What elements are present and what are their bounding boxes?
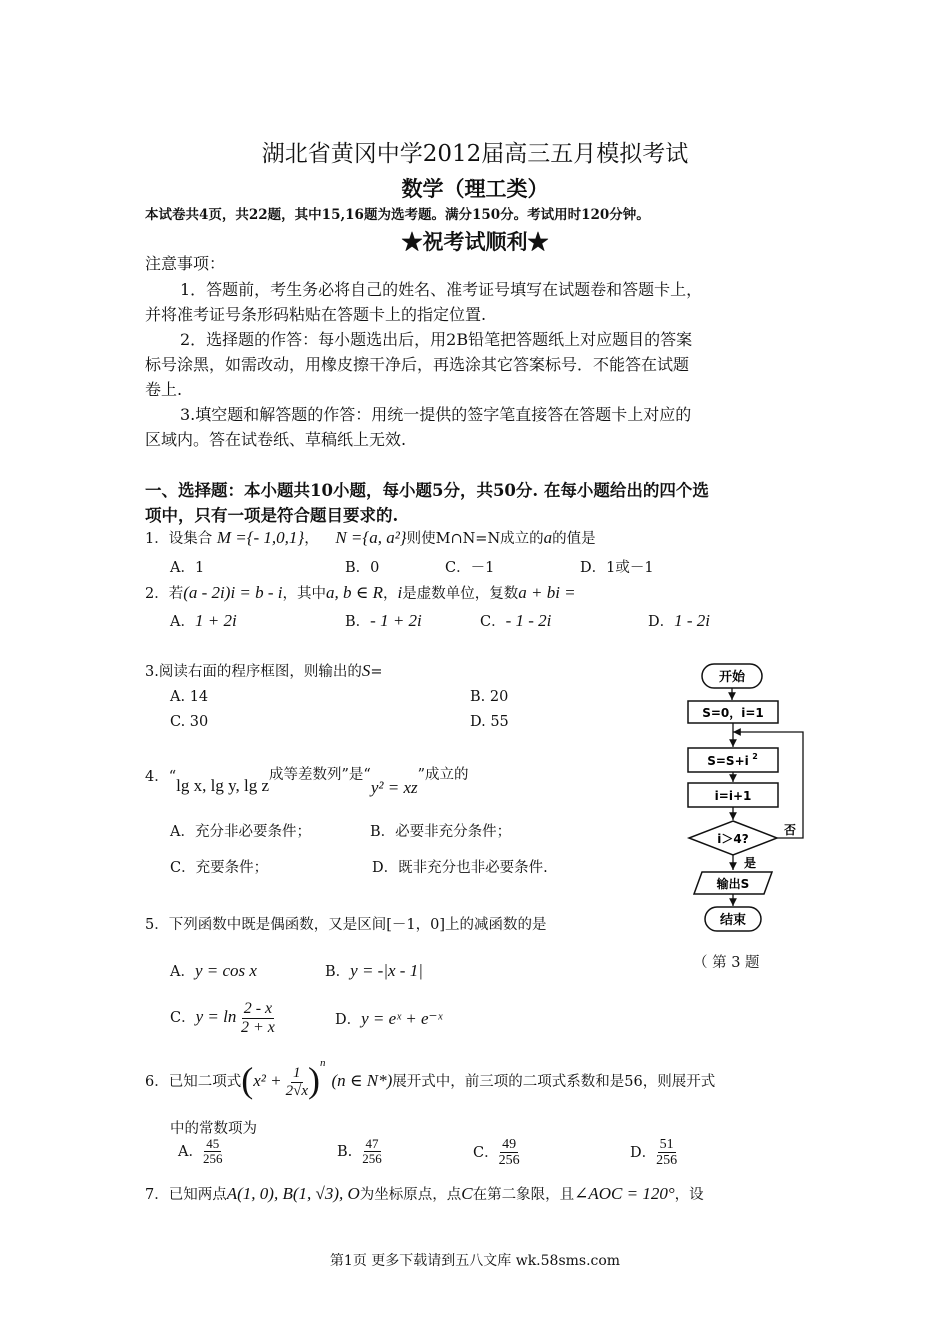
flow-end-text: 结束 (719, 913, 747, 928)
q1-option-b: B．0 (345, 560, 380, 576)
q5-option-d: D．y = eˣ + e⁻ˣ (335, 1009, 443, 1028)
flow-update-text: S=S+i (707, 754, 749, 768)
flow-update-sup: 2 (752, 752, 758, 761)
q2-mid: ，其中 (282, 586, 327, 602)
q2-cond: a, b ∈ R (326, 583, 383, 602)
note-2b: 标号涂黑，如需改动，用橡皮擦干净后，再选涂其它答案标号．不能答在试题 (145, 355, 690, 374)
exam-info: 本试卷共4页，共22题，其中15,16题为选考题。满分150分。考试用时120分钟。 (145, 207, 650, 223)
notes-heading: 注意事项： (145, 254, 226, 273)
q3-flowchart (680, 656, 820, 946)
q2-mid2: ， (383, 586, 398, 602)
q5-option-b: B．y = -|x - 1| (325, 961, 423, 980)
q1-stem: 1．设集合 M ={- 1,0,1}， N ={a, a²}则使M∩N=N成立的a的值是 (145, 528, 596, 547)
q2-prefix: 2．若 (145, 586, 184, 602)
q1-text: 则使M∩N=N成立的 (406, 531, 544, 547)
q5-option-a: A．y = cos x (170, 961, 257, 980)
q1-tail: 的值是 (552, 531, 596, 547)
flow-yes-label: 是 (743, 856, 757, 870)
flow-start-text: 开始 (718, 670, 746, 685)
q5-option-c: C．y = ln $\frac{2 - x}{2 + x}$ (170, 1000, 275, 1036)
page-footer: 第1页 更多下载请到五八文库 wk.58sms.com (329, 1253, 621, 1269)
flow-output-text: 输出S (716, 877, 750, 891)
exam-subtitle: 数学（理工类） (401, 176, 549, 201)
q3-caption: （ 第 3 题 (693, 955, 760, 971)
q6-option-c: C． $\frac{49}{256}$ (473, 1137, 520, 1169)
q2-option-d: D．1 - 2i (648, 611, 711, 630)
note-1a: 1．答题前，考生务必将自己的姓名、准考证号填写在试题卷和答题卡上， (180, 280, 703, 299)
q7-stem: 7．已知两点A(1, 0), B(1, √3), O为坐标原点，点C在第二象限，且∠AOC = 120°，设 (145, 1184, 704, 1203)
q1-option-c: C．－1 (445, 560, 495, 576)
note-2c: 卷上. (145, 380, 183, 399)
q6-option-d: D． $\frac{51}{256}$ (630, 1137, 678, 1169)
exam-wish: ★祝考试顺利★ (401, 229, 549, 254)
q2-option-b: B．- 1 + 2i (345, 611, 422, 630)
q1-set-n: N ={a, a²} (335, 528, 407, 547)
q2-mid3: 是虚数单位，复数 (402, 586, 519, 602)
q3-stem: 3.阅读右面的程序框图，则输出的S= (145, 661, 383, 680)
q3-option-b: B. 20 (470, 689, 509, 705)
q6-stem: 6．已知二项式(x² + $\frac{1}{2√x}$ )$^n$(n ∈ N*)展开式中，前三项的二项式系数和是56，则展开式 (145, 1057, 716, 1100)
q6-option-a: A． $\frac{45}{256}$ (178, 1136, 223, 1167)
q4-option-d: D．既非充分也非必要条件. (372, 860, 548, 876)
flow-cond-text: i＞4? (717, 832, 749, 846)
q2-stem (145, 582, 576, 603)
note-3b: 区域内。答在试卷纸、草稿纸上无效. (145, 430, 407, 449)
q2-ivar: i (397, 583, 403, 602)
q3-option-a: A. 14 (170, 689, 209, 705)
q2-option-c: C．- 1 - 2i (480, 611, 552, 630)
note-3a: 3.填空题和解答题的作答：用统一提供的签字笔直接答在答题卡上对应的 (180, 405, 692, 424)
exam-title: 湖北省黄冈中学2012届高三五月模拟考试 (261, 141, 689, 167)
q6-option-b: B. $\frac{47}{256}$ (337, 1136, 382, 1167)
section1-line1: 一、选择题：本小题共10小题，每小题5分，共50分. 在每小题给出的四个选 (145, 481, 709, 500)
q6-stem-2: 中的常数项为 (170, 1121, 257, 1137)
note-2a: 2．选择题的作答：每小题选出后，用2B铅笔把答题纸上对应题目的答案 (180, 330, 693, 349)
q2-eq: (a - 2i)i = b - i (183, 583, 283, 602)
note-1b: 并将准考证号条形码粘贴在答题卡上的指定位置. (145, 305, 487, 324)
flow-init-text: S=0，i=1 (702, 706, 764, 720)
q1-option-a: A．1 (170, 560, 205, 576)
q4-stem: 4．“lg x, lg y, lg z成等差数列”是“y² = xz”成立的 (145, 767, 469, 797)
q4-option-b: B．必要非充分条件； (370, 824, 512, 840)
flow-incr-text: i=i+1 (714, 789, 752, 803)
q1-prefix: 1．设集合 (145, 531, 213, 547)
q1-var: a (543, 528, 553, 547)
q2-expr: a + bi = (518, 583, 576, 602)
q4-option-c: C．充要条件； (170, 860, 269, 876)
section1-line2: 项中，只有一项是符合题目要求的. (145, 506, 399, 525)
q1-option-d: D．1或－1 (580, 560, 654, 576)
flow-no-label: 否 (783, 823, 797, 837)
q4-option-a: A．充分非必要条件； (170, 824, 311, 840)
q1-set-m: M ={- 1,0,1} (216, 528, 305, 547)
q5-stem: 5．下列函数中既是偶函数，又是区间[－1，0]上的减函数的是 (145, 917, 547, 933)
q3-option-c: C. 30 (170, 714, 209, 730)
q2-option-a: A．1 + 2i (170, 611, 237, 630)
q3-option-d: D. 55 (470, 714, 509, 730)
